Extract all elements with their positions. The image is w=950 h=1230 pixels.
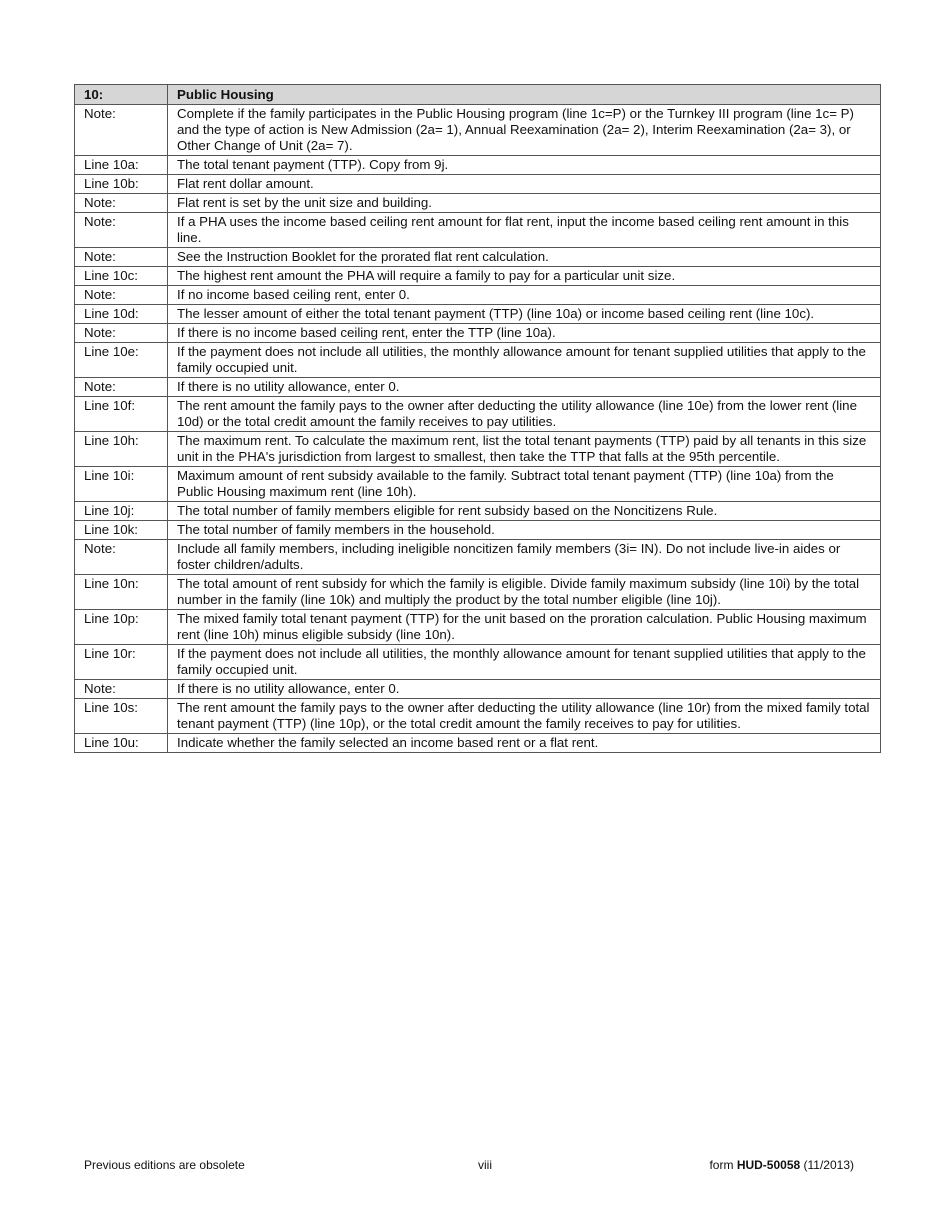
form-number: HUD-50058 bbox=[736, 1158, 801, 1172]
row-label: Line 10f: bbox=[75, 397, 168, 432]
row-label: Note: bbox=[75, 540, 168, 575]
table-row bbox=[75, 324, 881, 343]
table-header-row bbox=[75, 85, 881, 105]
table-row bbox=[75, 575, 881, 610]
table-row bbox=[75, 645, 881, 680]
table-row bbox=[75, 267, 881, 286]
row-text: The highest rent amount the PHA will require a family to pay for a particular unit size. bbox=[168, 267, 881, 286]
row-text: Maximum amount of rent subsidy available to the family. Subtract total tenant payment (TTP) (line 10a) from the Public Housing maximum rent (line 10h). bbox=[168, 467, 881, 502]
table-row bbox=[75, 397, 881, 432]
row-label: Line 10s: bbox=[75, 699, 168, 734]
table-row bbox=[75, 286, 881, 305]
row-label: Note: bbox=[75, 286, 168, 305]
row-text: If no income based ceiling rent, enter 0. bbox=[168, 286, 881, 305]
row-label: Line 10p: bbox=[75, 610, 168, 645]
instructions-table bbox=[74, 84, 881, 753]
row-label: Line 10h: bbox=[75, 432, 168, 467]
row-label: Note: bbox=[75, 378, 168, 397]
row-label: Note: bbox=[75, 213, 168, 248]
table-row bbox=[75, 734, 881, 753]
form-prefix: form bbox=[709, 1158, 737, 1172]
section-number: 10: bbox=[75, 85, 168, 105]
row-text: Indicate whether the family selected an income based rent or a flat rent. bbox=[168, 734, 881, 753]
row-label: Note: bbox=[75, 105, 168, 156]
table-row bbox=[75, 521, 881, 540]
table-row bbox=[75, 105, 881, 156]
table-row bbox=[75, 699, 881, 734]
row-text: If the payment does not include all utilities, the monthly allowance amount for tenant supplied utilities that apply to the family occupied unit. bbox=[168, 645, 881, 680]
table-row bbox=[75, 432, 881, 467]
row-label: Note: bbox=[75, 248, 168, 267]
form-id bbox=[709, 1158, 854, 1172]
row-label: Line 10u: bbox=[75, 734, 168, 753]
row-text: The rent amount the family pays to the owner after deducting the utility allowance (line 10r) from the mixed family total tenant payment (TTP) (line 10p), or the total credit amount the family receives to pay for utilities. bbox=[168, 699, 881, 734]
table-row bbox=[75, 194, 881, 213]
row-text: See the Instruction Booklet for the prorated flat rent calculation. bbox=[168, 248, 881, 267]
table-row bbox=[75, 156, 881, 175]
row-text: Complete if the family participates in the Public Housing program (line 1c=P) or the Turnkey III program (line 1c= P) and the type of action is New Admission (2a= 1), Annual Reexamination (2a= 2), Interim Reexamination (2a= 3), or Other Change of Unit (2a= 7). bbox=[168, 105, 881, 156]
table-row bbox=[75, 248, 881, 267]
row-text: The total number of family members in the household. bbox=[168, 521, 881, 540]
table-row bbox=[75, 610, 881, 645]
row-text: Include all family members, including ineligible noncitizen family members (3i= IN). Do not include live-in aides or foster children/adults. bbox=[168, 540, 881, 575]
table-row bbox=[75, 502, 881, 521]
row-text: The maximum rent. To calculate the maximum rent, list the total tenant payments (TTP) paid by all tenants in this size unit in the PHA's jurisdiction from largest to smallest, then take the TTP that falls at the 95th percentile. bbox=[168, 432, 881, 467]
table-row bbox=[75, 175, 881, 194]
row-label: Line 10i: bbox=[75, 467, 168, 502]
table-body bbox=[75, 105, 881, 753]
row-text: If there is no utility allowance, enter 0. bbox=[168, 680, 881, 699]
row-label: Line 10c: bbox=[75, 267, 168, 286]
row-text: If there is no income based ceiling rent, enter the TTP (line 10a). bbox=[168, 324, 881, 343]
table-row bbox=[75, 540, 881, 575]
row-label: Note: bbox=[75, 194, 168, 213]
row-label: Line 10e: bbox=[75, 343, 168, 378]
table-row bbox=[75, 343, 881, 378]
table-row bbox=[75, 305, 881, 324]
row-text: Flat rent dollar amount. bbox=[168, 175, 881, 194]
row-text: The total tenant payment (TTP). Copy from 9j. bbox=[168, 156, 881, 175]
row-text: Flat rent is set by the unit size and building. bbox=[168, 194, 881, 213]
table-row bbox=[75, 213, 881, 248]
row-label: Note: bbox=[75, 680, 168, 699]
row-text: The mixed family total tenant payment (TTP) for the unit based on the proration calculation. Public Housing maximum rent (line 10h) minus eligible subsidy (line 10n). bbox=[168, 610, 881, 645]
row-label: Line 10n: bbox=[75, 575, 168, 610]
row-text: The total amount of rent subsidy for which the family is eligible. Divide family maximum subsidy (line 10i) by the total number in the family (line 10k) and multiply the product by the total number eligible (line 10j). bbox=[168, 575, 881, 610]
row-label: Note: bbox=[75, 324, 168, 343]
row-label: Line 10a: bbox=[75, 156, 168, 175]
row-text: If the payment does not include all utilities, the monthly allowance amount for tenant supplied utilities that apply to the family occupied unit. bbox=[168, 343, 881, 378]
row-text: If a PHA uses the income based ceiling rent amount for flat rent, input the income based ceiling rent amount in this line. bbox=[168, 213, 881, 248]
row-label: Line 10k: bbox=[75, 521, 168, 540]
row-text: The lesser amount of either the total tenant payment (TTP) (line 10a) or income based ceiling rent (line 10c). bbox=[168, 305, 881, 324]
row-text: The rent amount the family pays to the owner after deducting the utility allowance (line 10e) from the lower rent (line 10d) or the total credit amount the family receives to pay utilities. bbox=[168, 397, 881, 432]
section-title: Public Housing bbox=[168, 85, 881, 105]
row-label: Line 10d: bbox=[75, 305, 168, 324]
table-row bbox=[75, 680, 881, 699]
row-label: Line 10r: bbox=[75, 645, 168, 680]
row-label: Line 10j: bbox=[75, 502, 168, 521]
form-date: (11/2013) bbox=[800, 1158, 854, 1172]
row-label: Line 10b: bbox=[75, 175, 168, 194]
row-text: The total number of family members eligible for rent subsidy based on the Noncitizens Rule. bbox=[168, 502, 881, 521]
table-row bbox=[75, 378, 881, 397]
footer-obsolete-note: Previous editions are obsolete bbox=[84, 1158, 245, 1172]
table-row bbox=[75, 467, 881, 502]
page-number: viii bbox=[478, 1158, 492, 1172]
row-text: If there is no utility allowance, enter 0. bbox=[168, 378, 881, 397]
